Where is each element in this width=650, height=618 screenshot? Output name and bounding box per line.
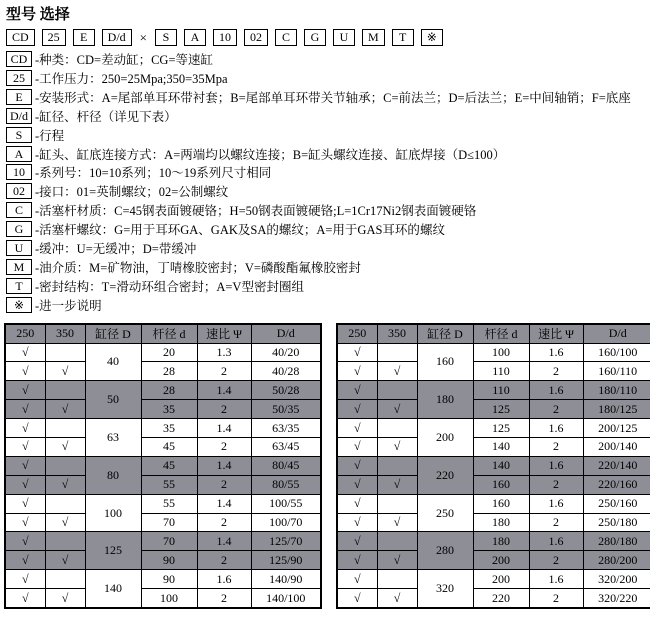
table-row (337, 456, 650, 475)
speed-ratio-cell: 1.6 (529, 532, 583, 551)
speed-ratio-cell: 1.6 (529, 381, 583, 400)
check-250-cell: √ (5, 475, 45, 494)
speed-ratio-cell: 1.3 (197, 343, 251, 362)
bore-diameter-cell: 50 (85, 381, 141, 419)
rod-diameter-cell: 35 (141, 419, 197, 438)
legend-line (6, 146, 646, 165)
check-250-cell: √ (337, 400, 377, 419)
legend-line (6, 221, 646, 240)
rod-diameter-cell: 125 (473, 400, 529, 419)
legend-line (6, 278, 646, 297)
column-header: 杆径 d (473, 324, 529, 343)
table-row (5, 343, 321, 362)
legend-code-box: 25 (6, 70, 32, 86)
legend-code-box: 02 (6, 183, 32, 199)
model-code-box: S (155, 29, 177, 46)
table-row (337, 513, 650, 532)
speed-ratio-cell: 2 (529, 475, 583, 494)
legend-line (6, 240, 646, 259)
rod-diameter-cell: 180 (473, 532, 529, 551)
check-250-cell: √ (337, 513, 377, 532)
check-250-cell: √ (337, 362, 377, 381)
legend-text: -活塞杆材质：C=45钢表面镀硬铬；H=50钢表面镀硬铬;L=1Cr17Ni2钢表面镀硬铬 (35, 204, 477, 219)
table-row (337, 438, 650, 457)
rod-diameter-cell: 35 (141, 400, 197, 419)
bore-diameter-cell: 80 (85, 456, 141, 494)
model-code-box: T (392, 29, 414, 46)
speed-ratio-cell: 1.4 (197, 381, 251, 400)
legend-code-box: S (6, 127, 32, 143)
legend-list (6, 51, 646, 316)
check-350-cell (377, 532, 417, 551)
bore-diameter-cell: 250 (417, 494, 473, 532)
check-350-cell: √ (377, 438, 417, 457)
table-row (5, 532, 321, 551)
check-250-cell: √ (337, 475, 377, 494)
check-350-cell: √ (45, 589, 85, 608)
table-row (5, 475, 321, 494)
table-row (337, 570, 650, 589)
dd-ratio-cell: 100/70 (251, 513, 321, 532)
dd-ratio-cell: 160/110 (583, 362, 650, 381)
legend-line (6, 89, 646, 108)
table-row (337, 551, 650, 570)
rod-diameter-cell: 160 (473, 494, 529, 513)
legend-code-box: T (6, 278, 32, 294)
dd-ratio-cell: 220/160 (583, 475, 650, 494)
legend-text: -进一步说明 (35, 298, 102, 313)
check-350-cell (377, 494, 417, 513)
check-350-cell: √ (45, 400, 85, 419)
bore-diameter-cell: 320 (417, 570, 473, 608)
check-250-cell: √ (5, 419, 45, 438)
size-table-right (336, 323, 650, 609)
check-350-cell (377, 570, 417, 589)
rod-diameter-cell: 160 (473, 475, 529, 494)
legend-code-box: D/d (6, 108, 32, 124)
bore-diameter-cell: 40 (85, 343, 141, 381)
check-350-cell (45, 381, 85, 400)
rod-diameter-cell: 70 (141, 513, 197, 532)
legend-text: -工作压力：250=25Mpa;350=35Mpa (35, 71, 228, 86)
model-code-box: 02 (244, 29, 268, 46)
legend-text: -油介质：M=矿物油，丁啨橡胶密封；V=磷酸酯氟橡胶密封 (35, 260, 361, 275)
legend-text: -活塞杆螺纹：G=用于耳环GA、GAK及SA的螺纹；A=用于GAS耳环的螺纹 (35, 223, 445, 238)
speed-ratio-cell: 1.4 (197, 532, 251, 551)
bore-diameter-cell: 63 (85, 419, 141, 457)
table-header (337, 324, 650, 343)
rod-diameter-cell: 20 (141, 343, 197, 362)
check-250-cell: √ (337, 532, 377, 551)
legend-code-box: E (6, 89, 32, 105)
speed-ratio-cell: 2 (197, 362, 251, 381)
check-350-cell: √ (377, 551, 417, 570)
dd-ratio-cell: 220/140 (583, 456, 650, 475)
speed-ratio-cell: 2 (529, 362, 583, 381)
check-350-cell (45, 570, 85, 589)
check-250-cell: √ (5, 381, 45, 400)
table-row (337, 343, 650, 362)
legend-line (6, 108, 646, 127)
rod-diameter-cell: 90 (141, 551, 197, 570)
check-250-cell: √ (337, 381, 377, 400)
rod-diameter-cell: 55 (141, 475, 197, 494)
dd-ratio-cell: 50/35 (251, 400, 321, 419)
speed-ratio-cell: 1.6 (529, 343, 583, 362)
legend-line (6, 297, 646, 316)
rod-diameter-cell: 140 (473, 456, 529, 475)
check-250-cell: √ (5, 494, 45, 513)
table-header (5, 324, 321, 343)
dd-ratio-cell: 40/28 (251, 362, 321, 381)
check-350-cell (45, 532, 85, 551)
check-350-cell (377, 419, 417, 438)
speed-ratio-cell: 1.6 (529, 456, 583, 475)
rod-diameter-cell: 125 (473, 419, 529, 438)
legend-code-box: CD (6, 51, 32, 67)
speed-ratio-cell: 1.6 (529, 570, 583, 589)
dd-ratio-cell: 280/200 (583, 551, 650, 570)
speed-ratio-cell: 2 (197, 551, 251, 570)
dd-ratio-cell: 63/45 (251, 438, 321, 457)
dd-ratio-cell: 180/125 (583, 400, 650, 419)
dd-ratio-cell: 250/180 (583, 513, 650, 532)
check-350-cell: √ (377, 475, 417, 494)
speed-ratio-cell: 2 (197, 475, 251, 494)
check-250-cell: √ (5, 400, 45, 419)
legend-code-box: ※ (6, 297, 32, 313)
legend-text: -缸径、杆径（详见下表） (35, 109, 177, 124)
table-row (5, 362, 321, 381)
check-250-cell: √ (5, 532, 45, 551)
speed-ratio-cell: 1.4 (197, 456, 251, 475)
check-250-cell: √ (5, 438, 45, 457)
table-row (337, 589, 650, 608)
check-350-cell: √ (45, 475, 85, 494)
check-250-cell: √ (5, 343, 45, 362)
rod-diameter-cell: 110 (473, 381, 529, 400)
dd-ratio-cell: 50/28 (251, 381, 321, 400)
rod-diameter-cell: 90 (141, 570, 197, 589)
check-350-cell (45, 343, 85, 362)
rod-diameter-cell: 45 (141, 456, 197, 475)
speed-ratio-cell: 2 (529, 400, 583, 419)
size-table-left (4, 323, 322, 609)
check-250-cell: √ (5, 513, 45, 532)
check-250-cell: √ (5, 570, 45, 589)
bore-diameter-cell: 140 (85, 570, 141, 608)
bore-diameter-cell: 160 (417, 343, 473, 381)
dd-ratio-cell: 125/70 (251, 532, 321, 551)
column-header: D/d (583, 324, 650, 343)
bore-diameter-cell: 220 (417, 456, 473, 494)
dd-ratio-cell: 180/110 (583, 381, 650, 400)
speed-ratio-cell: 2 (529, 513, 583, 532)
legend-line (6, 259, 646, 278)
legend-text: -密封结构：T=滑动环组合密封；A=V型密封圈组 (35, 279, 304, 294)
check-350-cell (45, 456, 85, 475)
legend-code-box: M (6, 259, 32, 275)
model-code-box: 25 (42, 29, 66, 46)
legend-code-box: 10 (6, 164, 32, 180)
model-code-box: 10 (213, 29, 237, 46)
check-250-cell: √ (337, 419, 377, 438)
model-code-box: E (73, 29, 95, 46)
rod-diameter-cell: 100 (141, 589, 197, 608)
rod-diameter-cell: 180 (473, 513, 529, 532)
model-code-box: D/d (102, 29, 132, 46)
rod-diameter-cell: 200 (473, 551, 529, 570)
bore-diameter-cell: 100 (85, 494, 141, 532)
legend-text: -行程 (35, 128, 65, 143)
check-250-cell: √ (5, 551, 45, 570)
check-350-cell: √ (377, 362, 417, 381)
dd-ratio-cell: 320/200 (583, 570, 650, 589)
check-250-cell: √ (337, 570, 377, 589)
speed-ratio-cell: 2 (529, 551, 583, 570)
column-header: 250 (5, 324, 45, 343)
multiply-separator: × (139, 29, 148, 45)
table-row (5, 570, 321, 589)
model-code-box: U (333, 29, 355, 46)
model-code-box: ※ (421, 29, 443, 46)
speed-ratio-cell: 1.6 (529, 494, 583, 513)
check-250-cell: √ (337, 589, 377, 608)
dd-ratio-cell: 125/90 (251, 551, 321, 570)
dd-ratio-cell: 200/125 (583, 419, 650, 438)
table-row (337, 381, 650, 400)
speed-ratio-cell: 2 (529, 438, 583, 457)
dd-ratio-cell: 80/55 (251, 475, 321, 494)
table-row (5, 494, 321, 513)
legend-line (6, 202, 646, 221)
rod-diameter-cell: 110 (473, 362, 529, 381)
table-row (5, 456, 321, 475)
column-header: 缸径 D (417, 324, 473, 343)
legend-text: -系列号：10=10系列；10～19系列尺寸相同 (35, 166, 272, 181)
check-350-cell (45, 494, 85, 513)
check-250-cell: √ (5, 456, 45, 475)
speed-ratio-cell: 2 (197, 513, 251, 532)
dd-ratio-cell: 280/180 (583, 532, 650, 551)
size-tables (4, 323, 646, 609)
speed-ratio-cell: 1.4 (197, 494, 251, 513)
speed-ratio-cell: 2 (529, 589, 583, 608)
rod-diameter-cell: 55 (141, 494, 197, 513)
speed-ratio-cell: 2 (197, 438, 251, 457)
check-350-cell (45, 419, 85, 438)
rod-diameter-cell: 28 (141, 362, 197, 381)
legend-line (6, 127, 646, 146)
dd-ratio-cell: 63/35 (251, 419, 321, 438)
check-350-cell: √ (45, 513, 85, 532)
check-250-cell: √ (337, 343, 377, 362)
column-header: 250 (337, 324, 377, 343)
legend-line (6, 51, 646, 70)
legend-text: -缸头、缸底连接方式：A=两端均以螺纹连接；B=缸头螺纹连接、缸底焊接（D≤100） (35, 147, 506, 162)
model-code-box: A (184, 29, 206, 46)
legend-line (6, 183, 646, 202)
table-row (5, 419, 321, 438)
speed-ratio-cell: 1.4 (197, 419, 251, 438)
check-350-cell: √ (45, 362, 85, 381)
table-row (337, 362, 650, 381)
check-250-cell: √ (337, 438, 377, 457)
rod-diameter-cell: 220 (473, 589, 529, 608)
table-row (5, 381, 321, 400)
check-350-cell: √ (45, 438, 85, 457)
dd-ratio-cell: 40/20 (251, 343, 321, 362)
legend-code-box: G (6, 221, 32, 237)
check-350-cell: √ (377, 513, 417, 532)
table-row (5, 513, 321, 532)
rod-diameter-cell: 100 (473, 343, 529, 362)
column-header: 350 (45, 324, 85, 343)
rod-diameter-cell: 45 (141, 438, 197, 457)
speed-ratio-cell: 2 (197, 400, 251, 419)
dd-ratio-cell: 140/100 (251, 589, 321, 608)
column-header: 速比 Ψ (529, 324, 583, 343)
table-row (5, 438, 321, 457)
model-code-box: C (275, 29, 297, 46)
table-row (337, 494, 650, 513)
legend-line (6, 70, 646, 89)
legend-text: -安装形式：A=尾部单耳环带衬套；B=尾部单耳环带关节轴承；C=前法兰；D=后法兰；E=中间轴销；F=底座 (35, 90, 631, 105)
table-row (337, 532, 650, 551)
check-350-cell: √ (377, 400, 417, 419)
model-code-box: G (304, 29, 326, 46)
rod-diameter-cell: 200 (473, 570, 529, 589)
table-row (337, 400, 650, 419)
dd-ratio-cell: 140/90 (251, 570, 321, 589)
check-350-cell: √ (45, 551, 85, 570)
check-350-cell (377, 456, 417, 475)
column-header: 速比 Ψ (197, 324, 251, 343)
bore-diameter-cell: 125 (85, 532, 141, 570)
check-350-cell: √ (377, 589, 417, 608)
rod-diameter-cell: 28 (141, 381, 197, 400)
check-250-cell: √ (5, 589, 45, 608)
legend-text: -缓冲：U=无缓冲；D=带缓冲 (35, 242, 197, 257)
check-250-cell: √ (5, 362, 45, 381)
dd-ratio-cell: 200/140 (583, 438, 650, 457)
legend-text: -接口：01=英制螺纹；02=公制螺纹 (35, 185, 229, 200)
speed-ratio-cell: 2 (197, 589, 251, 608)
dd-ratio-cell: 100/55 (251, 494, 321, 513)
legend-line (6, 164, 646, 183)
dd-ratio-cell: 80/45 (251, 456, 321, 475)
legend-code-box: A (6, 146, 32, 162)
table-row (337, 475, 650, 494)
table-row (5, 400, 321, 419)
column-header: D/d (251, 324, 321, 343)
check-250-cell: √ (337, 456, 377, 475)
bore-diameter-cell: 280 (417, 532, 473, 570)
bore-diameter-cell: 180 (417, 381, 473, 419)
rod-diameter-cell: 70 (141, 532, 197, 551)
speed-ratio-cell: 1.6 (529, 419, 583, 438)
table-row (5, 551, 321, 570)
table-row (5, 589, 321, 608)
model-code-row (6, 29, 646, 46)
dd-ratio-cell: 320/220 (583, 589, 650, 608)
legend-text: -种类：CD=差动缸；CG=等速缸 (35, 53, 213, 67)
column-header: 缸径 D (85, 324, 141, 343)
legend-code-box: C (6, 202, 32, 218)
check-250-cell: √ (337, 551, 377, 570)
column-header: 杆径 d (141, 324, 197, 343)
legend-code-box: U (6, 240, 32, 256)
check-350-cell (377, 381, 417, 400)
page-title: 型号 选择 (6, 7, 70, 23)
table-row (337, 419, 650, 438)
model-code-box: CD (6, 29, 35, 46)
column-header: 350 (377, 324, 417, 343)
check-350-cell (377, 343, 417, 362)
speed-ratio-cell: 1.6 (197, 570, 251, 589)
rod-diameter-cell: 140 (473, 438, 529, 457)
dd-ratio-cell: 160/100 (583, 343, 650, 362)
bore-diameter-cell: 200 (417, 419, 473, 457)
dd-ratio-cell: 250/160 (583, 494, 650, 513)
check-250-cell: √ (337, 494, 377, 513)
model-code-box: M (362, 29, 385, 46)
